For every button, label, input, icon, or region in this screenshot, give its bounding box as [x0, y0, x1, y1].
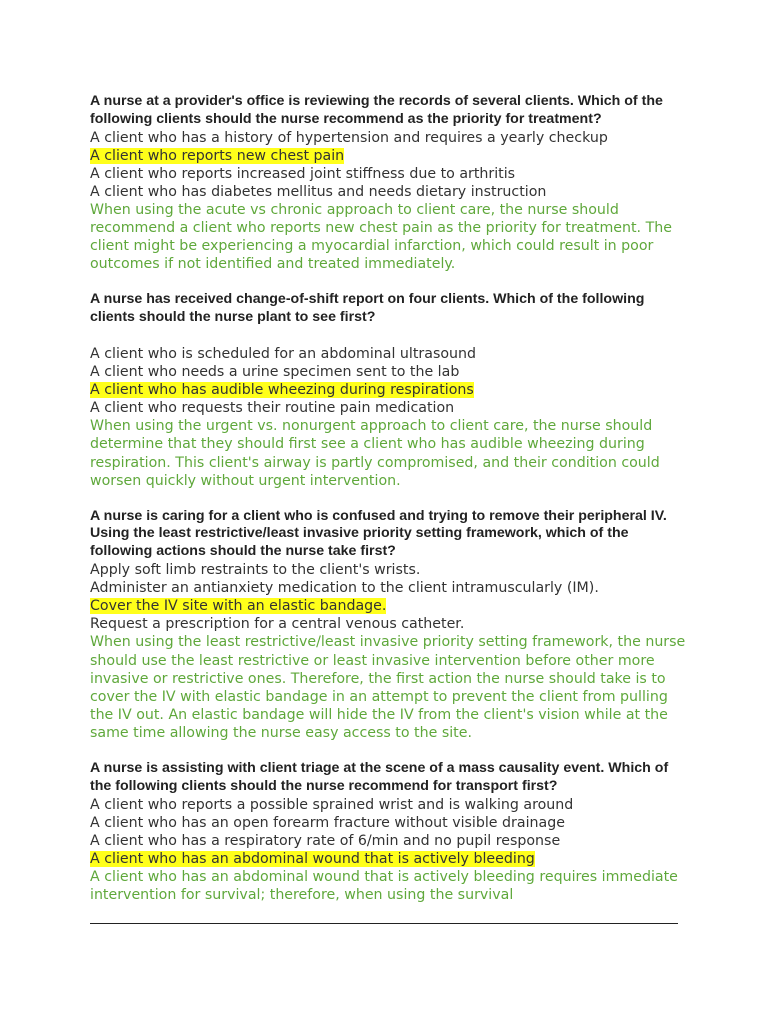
page-bottom-rule — [90, 923, 678, 924]
answer-explanation: When using the acute vs chronic approach to client care, the nurse should recommend a client who reports new chest pain as the priority for treatment. The client might be experiencing a myocardial infarction, which could result in poor outcomes if not identified and treated immediately. — [90, 201, 672, 273]
question-block — [90, 291, 690, 489]
spacer — [90, 327, 690, 345]
answer-option: A client who reports increased joint stiffness due to arthritis — [90, 165, 516, 182]
answer-option: Request a prescription for a central venous catheter. — [90, 616, 465, 633]
question-block — [90, 508, 690, 742]
answer-option: A client who requests their routine pain medication — [90, 400, 455, 417]
answer-option: A client who has an open forearm fracture without visible drainage — [90, 814, 565, 831]
document-page — [90, 93, 690, 922]
correct-answer-option: A client who has audible wheezing during respirations — [90, 382, 474, 399]
question-block — [90, 760, 690, 904]
correct-answer-option: Cover the IV site with an elastic bandage. — [90, 598, 387, 615]
answer-option: A client who reports a possible sprained wrist and is walking around — [90, 796, 574, 813]
correct-answer-option: A client who reports new chest pain — [90, 147, 345, 164]
question-stem: A nurse at a provider's office is reviewing the records of several clients. Which of the following clients should the nurse recommend as the priority for treatment? — [90, 93, 663, 127]
answer-option: Administer an antianxiety medication to the client intramuscularly (IM). — [90, 580, 599, 597]
answer-option: Apply soft limb restraints to the client's wrists. — [90, 562, 421, 579]
answer-option: A client who needs a urine specimen sent to the lab — [90, 364, 460, 381]
correct-answer-option: A client who has an abdominal wound that is actively bleeding — [90, 850, 535, 867]
answer-explanation: When using the urgent vs. nonurgent approach to client care, the nurse should determine that they should first see a client who has audible wheezing during respiration. This client's airway is partly compromised, and their condition could worsen quickly without urgent intervention. — [90, 418, 660, 489]
answer-explanation: A client who has an abdominal wound that is actively bleeding requires immediate intervention for survival; therefore, when using the survival — [90, 868, 678, 904]
question-block — [90, 93, 690, 273]
question-stem: A nurse is caring for a client who is confused and trying to remove their peripheral IV. Using the least restrictive/least invasive priority setting framework, which of the following actions should the nurse take first? — [90, 507, 667, 560]
answer-option: A client who has a history of hypertension and requires a yearly checkup — [90, 129, 608, 146]
answer-explanation: When using the least restrictive/least invasive priority setting framework, the nurse should use the least restrictive or least invasive intervention before other more invasive or restrictive ones. Therefore, the first action the nurse should take is to cover the IV with elastic bandage in an attempt to prevent the client from pulling the IV out. An elastic bandage will hide the IV from the client's vision while at the same time allowing the nurse easy access to the site. — [90, 634, 686, 741]
question-stem: A nurse is assisting with client triage at the scene of a mass causality event. Which of the following clients should the nurse recommend for transport first? — [90, 760, 669, 794]
answer-option: A client who has diabetes mellitus and needs dietary instruction — [90, 183, 547, 200]
answer-option: A client who is scheduled for an abdominal ultrasound — [90, 345, 476, 362]
question-stem: A nurse has received change-of-shift report on four clients. Which of the following clients should the nurse plant to see first? — [90, 291, 645, 326]
answer-option: A client who has a respiratory rate of 6/min and no pupil response — [90, 832, 561, 849]
